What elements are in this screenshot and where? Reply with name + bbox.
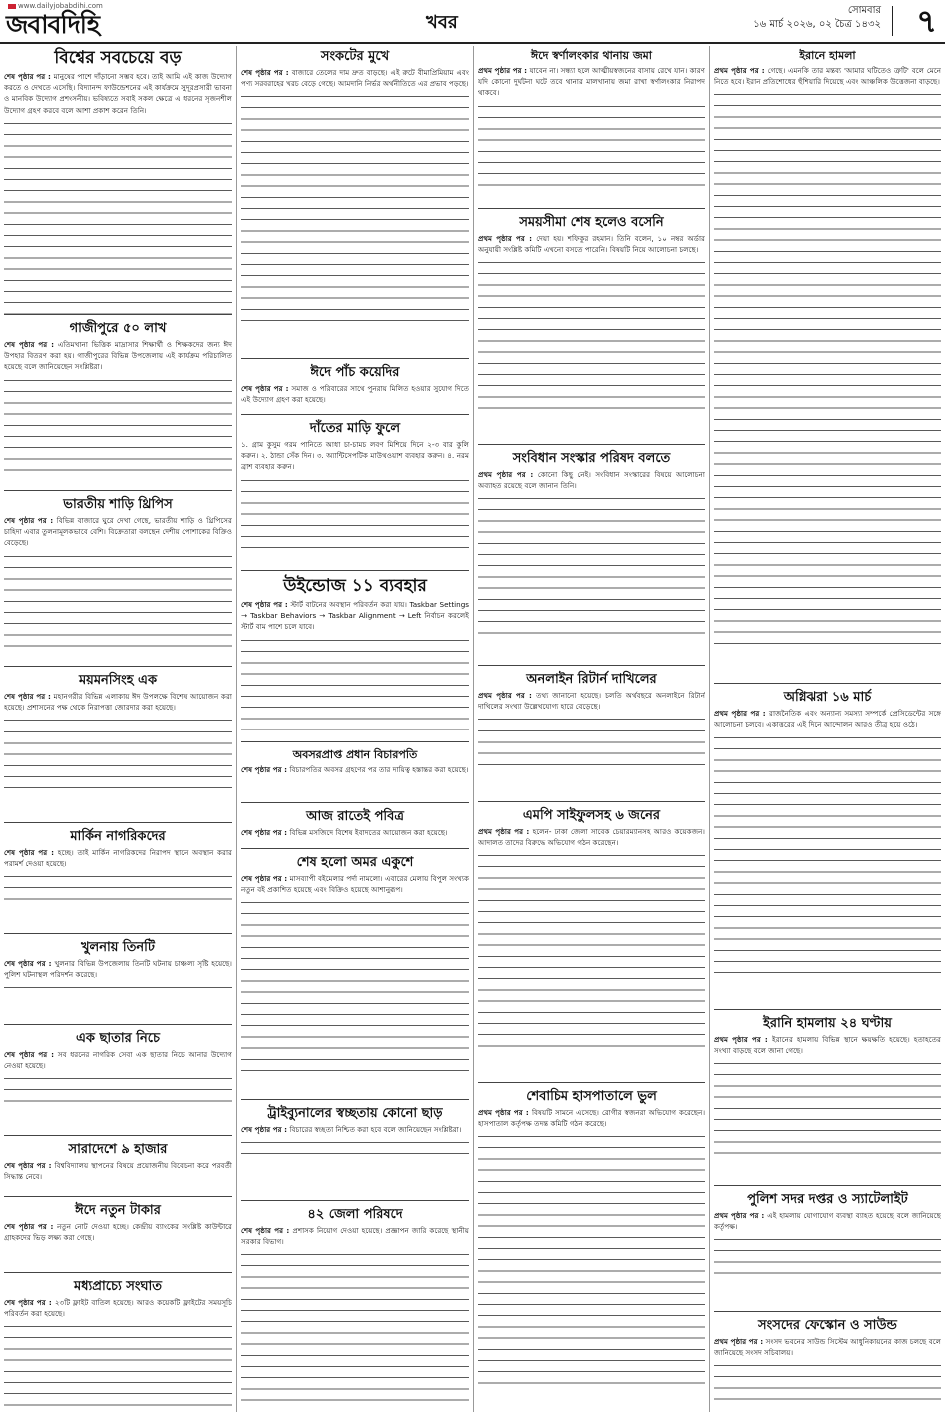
article-paragraph — [241, 827, 469, 838]
text-texture — [4, 551, 232, 651]
article-body — [4, 515, 232, 651]
article — [714, 687, 941, 1010]
column-1 — [4, 46, 232, 1412]
article-paragraph — [241, 383, 469, 405]
text-texture — [4, 871, 232, 906]
article — [478, 805, 705, 1083]
text-texture — [478, 493, 705, 638]
article-text: হলেন- ঢাকা জেলা সাবেক চেয়ারম্যানসহ আরও কয়েকজন। আদালত তাদের বিরুদ্ধে অভিযোগ গঠন করেছেন। — [478, 827, 705, 848]
article-body — [478, 233, 705, 417]
continuation-lead: শেষ পৃষ্ঠার পর : — [241, 384, 292, 393]
article-body — [478, 1107, 705, 1391]
article-text: মাসব্যাপী বইমেলার পর্দা নামলো। এবারের মেলায় বিপুল সংখ্যক নতুন বই প্রকাশিত হয়েছে এবং বিক্রিও হয়েছে আশানুরূপ। — [241, 874, 469, 895]
article-paragraph — [714, 1336, 941, 1358]
article-body — [241, 599, 469, 730]
article — [714, 1315, 941, 1412]
article-headline[interactable]: ইরানে হামলা — [799, 49, 856, 62]
article-headline[interactable]: মার্কিন নাগরিকদের — [70, 829, 166, 844]
continuation-lead: শেষ পৃষ্ঠার পর : — [4, 72, 54, 81]
continuation-lead: শেষ পৃষ্ঠার পর : — [4, 1222, 58, 1231]
continuation-lead: শেষ পৃষ্ঠার পর : — [4, 340, 58, 349]
article-text: প্রশাসক নিয়োগ দেওয়া হয়েছে। প্রজ্ঞাপন জারি করেছে স্থানীয় সরকার বিভাগ। — [241, 1226, 469, 1247]
text-texture — [241, 897, 469, 1072]
article-paragraph — [714, 708, 941, 730]
text-texture — [714, 1234, 941, 1284]
article — [714, 46, 941, 684]
text-texture — [478, 850, 705, 1055]
article-paragraph — [4, 1049, 232, 1071]
continuation-lead: শেষ পৃষ্ঠার পর : — [241, 874, 290, 883]
article-paragraph — [478, 826, 705, 848]
article — [241, 852, 469, 1100]
continuation-lead: শেষ পৃষ্ঠার পর : — [241, 68, 292, 77]
continuation-lead: শেষ পৃষ্ঠার পর : — [4, 1161, 55, 1170]
continuation-lead: প্রথম পৃষ্ঠার পর : — [478, 234, 537, 243]
text-texture — [478, 1131, 705, 1391]
article-body — [4, 1297, 232, 1412]
continuation-lead: প্রথম পৃষ্ঠার পর : — [478, 827, 533, 836]
article-headline[interactable]: অগ্নিঝরা ১৬ মার্চ — [783, 690, 872, 705]
article-headline[interactable]: ট্রাইব্যুনালের স্বচ্ছতায় কোনো ছাড় — [267, 1106, 443, 1121]
continuation-lead: শেষ পৃষ্ঠার পর : — [4, 848, 58, 857]
article-text: সমাজ ও পরিবারের সাথে পুনরায় মিলিত হওয়ার সুযোগ দিতে এই উদ্যোগ গ্রহণ করা হয়েছে। — [241, 384, 469, 405]
text-texture — [241, 475, 469, 555]
article-paragraph — [241, 599, 469, 633]
flag-icon — [8, 4, 16, 9]
text-texture — [714, 89, 941, 654]
article-body — [478, 65, 705, 191]
article — [4, 1200, 232, 1273]
article — [241, 418, 469, 571]
article-text: বিচারপতির অবসর গ্রহণের পর তার দায়িত্ব হস্তান্তর করা হয়েছে। — [289, 765, 469, 774]
article-text: এই হামলায় যোগাযোগ ব্যবস্থা ব্যাহত হয়েছে বলে জানিয়েছে কর্তৃপক্ষ। — [714, 1211, 941, 1232]
logo-tagline: www.dailyjobabdihi.com — [8, 2, 103, 10]
article-text: নতুন নোট দেওয়া হচ্ছে। কেন্দ্রীয় ব্যাংকের সংশ্লিষ্ট কাউন্টারে গ্রাহকদের ভিড় লক্ষ্য করা গেছে। — [4, 1222, 232, 1243]
article-paragraph — [241, 873, 469, 895]
article — [4, 1276, 232, 1412]
article-text: দেয়া হয়। শফিকুর রহমান। তিনি বলেন, ১০ নম্বর অর্ডার অনুযায়ী সংশ্লিষ্ট কমিটি এখনো বসতে পারেনি। বিষয়টি নিয়ে আলোচনা চলছে। — [478, 234, 705, 255]
column-4 — [714, 46, 941, 1412]
article-text: সংসদ ভবনের সাউন্ড সিস্টেম আধুনিকায়নের কাজ চলছে বলে জানিয়েছে সংসদ সচিবালয়। — [714, 1337, 941, 1358]
article-body — [4, 339, 232, 475]
article — [241, 745, 469, 803]
continuation-lead: শেষ পৃষ্ঠার পর : — [241, 1226, 293, 1235]
article-headline[interactable]: ভারতীয় শাড়ি থ্রিপিস — [63, 497, 173, 512]
article — [478, 212, 705, 445]
article — [4, 494, 232, 667]
article-paragraph — [4, 71, 232, 116]
text-texture — [478, 714, 705, 774]
article — [478, 448, 705, 666]
article-text: রাজনৈতিক এবং অন্যান্য সমস্যা সম্পর্কে প্রেসিডেন্টের সঙ্গে আলোচনা চলবে। একাত্তরের এই দিনে আন্দোলন আরও তীব্র হয়ে ওঠে। — [714, 709, 941, 730]
article-headline[interactable]: গাজীপুরে ৫০ লাখ — [69, 321, 167, 336]
column-3 — [478, 46, 705, 1412]
article-text: কোনো কিছু নেই। সংবিধান সংস্কারের বিষয়ে আলোচনা অব্যাহত রয়েছে বলে জানান তিনি। — [478, 470, 705, 491]
article-text: বাজারে তেলের দাম দ্রুত বাড়ছে। এই রুটে বীমাপ্রিমিয়াম এবং পণ্য সরবরাহের খরচ বেড়ে গেছে। আমদানি নির্ভর অর্থনীতিতে এর প্রভাব পড়ছে। — [241, 68, 469, 89]
text-texture — [241, 635, 469, 730]
article — [478, 669, 705, 802]
continuation-lead: শেষ পৃষ্ঠার পর : — [241, 600, 291, 609]
article-paragraph — [241, 67, 469, 89]
article-headline[interactable]: ময়মনসিংহ এক — [78, 673, 158, 688]
article-headline[interactable]: অবসরপ্রাপ্ত প্রধান বিচারপতি — [292, 748, 418, 761]
article — [4, 826, 232, 934]
continuation-lead: প্রথম পৃষ্ঠার পর : — [478, 1108, 532, 1117]
article-headline[interactable]: সারাদেশে ৯ হাজার — [68, 1142, 168, 1157]
section-title: খবর — [426, 12, 458, 33]
article — [4, 1139, 232, 1197]
article-headline[interactable]: মধ্যপ্রাচ্যে সংঘাত — [73, 1279, 163, 1294]
masthead — [0, 0, 945, 44]
article-headline[interactable]: খুলনায় তিনটি — [81, 940, 155, 955]
article-text: সব ধরনের নাগরিক সেবা এক ছাতার নিচে আনার উদ্যোগ নেওয়া হয়েছে। — [4, 1050, 232, 1071]
article-headline[interactable]: শেষ হলো অমর একুশে — [296, 855, 414, 870]
article-paragraph — [714, 1210, 941, 1232]
article-body — [4, 1221, 232, 1243]
article-headline[interactable]: সংবিধান সংস্কার পরিষদ বলতে — [512, 451, 671, 466]
text-texture — [241, 1137, 469, 1162]
article-body — [241, 439, 469, 555]
continuation-lead: শেষ পৃষ্ঠার পর : — [4, 692, 54, 701]
article-headline[interactable]: সময়সীমা শেষ হলেও বসেনি — [519, 215, 664, 230]
article-headline[interactable]: বিশ্বের সবচেয়ে বড় — [54, 48, 182, 68]
article — [4, 1028, 232, 1136]
continuation-lead: প্রথম পৃষ্ঠার পর : — [714, 66, 768, 75]
article-headline[interactable]: দাঁতের মাড়ি ফুলে — [309, 421, 401, 436]
article-paragraph — [241, 1225, 469, 1247]
article-body — [241, 383, 469, 405]
divider — [892, 6, 893, 36]
article-text: যাবেন না। সন্ধ্যা হলে আত্মীয়স্বজনের বাসায় রেখে যান। কারণ যদি কোনো দুর্ঘটনা ঘটে তবে থানার মালখানায় জমা রাখা স্বর্ণালংকার নিরাপদ থাকবে। — [478, 66, 705, 98]
continuation-lead: শেষ পৃষ্ঠার পর : — [4, 1050, 58, 1059]
article-headline[interactable]: এমপি সাইফুলসহ ৬ জনের — [522, 808, 661, 823]
article — [714, 1013, 941, 1186]
continuation-lead: শেষ পৃষ্ঠার পর : — [4, 959, 55, 968]
continuation-lead: শেষ পৃষ্ঠার পর : — [4, 1298, 55, 1307]
text-texture — [714, 1058, 941, 1158]
text-texture — [241, 91, 469, 331]
article-headline[interactable]: পুলিশ সদর দপ্তর ও স্যাটেলাইট — [747, 1192, 908, 1207]
article-paragraph — [4, 847, 232, 869]
article — [241, 806, 469, 849]
newspaper-logo[interactable] — [6, 2, 156, 40]
article-body — [241, 827, 469, 838]
continuation-lead: প্রথম পৃষ্ঠার পর : — [478, 470, 538, 479]
article-headline[interactable]: শেবাচিম হাসপাতালে ভুল — [526, 1089, 657, 1104]
article-headline[interactable]: এক ছাতার নিচে — [75, 1031, 161, 1046]
article-text: গেছে। এমনকি তার মন্তব্য 'আমার ঘটিতেও ত্রুটি' বলে মেনে নিতে হবে। ইরান প্রতিশোধের হুঁশিয়ারি দিয়েছে এবং আঞ্চলিক উত্তেজনা বাড়ছে। — [714, 66, 941, 87]
continuation-lead: শেষ পৃষ্ঠার পর : — [241, 1125, 290, 1134]
article-text: তথ্য জানানো হয়েছে। চলতি অর্থবছরে অনলাইনে রিটার্ন দাখিলের সংখ্যা উল্লেখযোগ্য হারে বেড়েছে। — [478, 691, 705, 712]
text-texture — [4, 375, 232, 475]
article-paragraph — [4, 1297, 232, 1319]
article-body — [714, 65, 941, 654]
logo-wordmark: জবাবদিহি — [6, 10, 100, 39]
continuation-lead: প্রথম পৃষ্ঠার পর : — [714, 1211, 768, 1220]
article — [4, 670, 232, 823]
dateline — [753, 4, 881, 32]
article-paragraph — [4, 691, 232, 713]
article — [4, 46, 232, 315]
article-paragraph — [478, 65, 705, 99]
page-number: ৭ — [916, 2, 937, 40]
article-paragraph — [241, 1124, 469, 1135]
article-paragraph — [4, 958, 232, 980]
text-texture — [478, 101, 705, 191]
column-2 — [241, 46, 469, 1412]
text-texture — [241, 1249, 469, 1409]
column-rule — [709, 46, 710, 1412]
article-body — [4, 958, 232, 997]
continuation-lead: প্রথম পৃষ্ঠার পর : — [478, 66, 530, 75]
continuation-lead: প্রথম পৃষ্ঠার পর : — [478, 691, 537, 700]
text-texture — [4, 1073, 232, 1108]
article-headline[interactable]: ৪২ জেলা পরিষদে — [307, 1207, 403, 1222]
article-body — [241, 1124, 469, 1162]
column-rule — [236, 46, 237, 1412]
article — [714, 1189, 941, 1312]
article-body — [714, 708, 941, 982]
article-body — [4, 1049, 232, 1108]
text-texture — [4, 1321, 232, 1412]
article-paragraph — [714, 65, 941, 87]
text-texture — [4, 715, 232, 795]
article-paragraph — [4, 1160, 232, 1182]
article-headline[interactable]: অনলাইন রিটার্ন দাখিলের — [526, 672, 657, 687]
continuation-lead: শেষ পৃষ্ঠার পর : — [4, 516, 57, 525]
article — [241, 1204, 469, 1412]
article-paragraph — [714, 1034, 941, 1056]
column-rule — [473, 46, 474, 1412]
article — [241, 1103, 469, 1201]
article-body — [714, 1034, 941, 1158]
article-text: বিভিন্ন বাজারে ঘুরে দেখা গেছে, ভারতীয় শাড়ি ও থ্রিপিসের চাহিদা এবার তুলনামূলকভাবে বেশি। বিক্রেতারা বলছেন দেশীয় পোশাকের বিক্রিও বেড়েছে। — [4, 516, 232, 548]
article-paragraph — [478, 1107, 705, 1129]
date-text: ১৬ মার্চ ২০২৬, ০২ চৈত্র ১৪৩২ — [753, 19, 881, 30]
continuation-lead: প্রথম পৃষ্ঠার পর : — [714, 1337, 766, 1346]
article-body — [4, 847, 232, 906]
article-body — [241, 873, 469, 1072]
article-headline[interactable]: সংকটের মুখে — [320, 49, 390, 64]
article-headline[interactable]: ঈদে নতুন টাকার — [75, 1203, 161, 1218]
text-texture — [478, 257, 705, 417]
article-text: ১. গ্রাম কুসুম গরম পানিতে আধা চা-চামচ লবণ মিশিয়ে দিনে ২-৩ বার কুলি করুন। ২. ঠান্ডা সেঁক দিন। ৩. অ্যান্টিসেপটিক মাউথওয়াশ ব্যবহার করুন। ৪. নরম ব্রাশ ব্যবহার করুন। — [241, 440, 469, 472]
article — [241, 46, 469, 359]
article — [4, 318, 232, 491]
article-headline[interactable]: উইন্ডোজ ১১ ব্যবহার — [283, 576, 427, 596]
article-paragraph — [478, 469, 705, 491]
article-headline[interactable]: আজ রাতেই পবিত্র — [306, 809, 404, 824]
continuation-lead: প্রথম পৃষ্ঠার পর : — [714, 1035, 772, 1044]
continuation-lead: প্রথম পৃষ্ঠার পর : — [714, 709, 770, 718]
article-text: বিভিন্ন মসজিদে বিশেষ ইবাদতের আয়োজন করা হয়েছে। — [289, 828, 448, 837]
article-body — [478, 826, 705, 1055]
weekday: সোমবার — [847, 5, 881, 16]
article-paragraph — [4, 1221, 232, 1243]
article-body — [241, 764, 469, 775]
text-texture — [4, 982, 232, 997]
article-body — [241, 1225, 469, 1409]
continuation-lead: শেষ পৃষ্ঠার পর : — [241, 828, 290, 837]
article-body — [478, 469, 705, 638]
article-text: বিশ্ববিদ্যালয় স্থাপনের বিষয়ে প্রয়োজনীয় বিবেচনা করে পরবর্তী সিদ্ধান্ত নেবে। — [4, 1161, 232, 1182]
article — [241, 574, 469, 742]
article-paragraph — [478, 233, 705, 255]
article-text: খুলনার বিভিন্ন উপজেলায় তিনটি ঘটনায় চাঞ্চল্য সৃষ্টি হয়েছে। পুলিশ ঘটনাস্থল পরিদর্শন করেছে। — [4, 959, 232, 980]
article-body — [241, 67, 469, 331]
article-paragraph — [4, 339, 232, 373]
article-body — [478, 690, 705, 774]
article-text: ২৩টি ফ্লাইট বাতিল হয়েছে। আরও কয়েকটি ফ্লাইটের সময়সূচি পরিবর্তন করা হয়েছে। — [4, 1298, 232, 1319]
article — [241, 362, 469, 415]
article-body — [714, 1210, 941, 1284]
article-body — [4, 691, 232, 795]
article-headline[interactable]: সংসদের ফেস্কোন ও সাউন্ড — [758, 1318, 897, 1333]
article-body — [714, 1336, 941, 1400]
article-body — [4, 71, 232, 314]
article-text: বিচারের স্বচ্ছতা নিশ্চিত করা হবে বলে জানিয়েছেন সংশ্লিষ্টরা। — [289, 1125, 462, 1134]
article-paragraph — [4, 515, 232, 549]
article-headline[interactable]: ইরানি হামলায় ২৪ ঘণ্টায় — [763, 1016, 892, 1031]
article — [478, 46, 705, 209]
article-body — [4, 1160, 232, 1182]
article — [4, 937, 232, 1025]
article-text: মহানগরীর বিভিন্ন এলাকায় ঈদ উপলক্ষে বিশেষ আয়োজন করা হয়েছে। প্রশাসনের পক্ষ থেকে নিরাপত্তা জোরদার করা হয়েছে। — [4, 692, 232, 713]
article-text: বিষয়টি সামনে এসেছে। রোগীর স্বজনরা অভিযোগ করেছেন। হাসপাতাল কর্তৃপক্ষ তদন্ত কমিটি গঠন করেছে। — [478, 1108, 705, 1129]
article-text: এতিমখানা ভিত্তিক মাদ্রাসার শিক্ষার্থী ও শিক্ষকদের জন্য ঈদ উপহার বিতরণ করা হয়। গাজীপুরের বিভিন্ন উপজেলায় এই কার্যক্রম পরিচালিত হয়েছে বলে জানিয়েছেন সংশ্লিষ্টরা। — [4, 340, 232, 372]
continuation-lead: শেষ পৃষ্ঠার পর : — [241, 765, 290, 774]
article-paragraph — [241, 439, 469, 473]
article-paragraph — [478, 690, 705, 712]
article-text: হচ্ছে। তাই মার্কিন নাগরিকদের নিরাপদ স্থানে অবস্থান করার পরামর্শ দেওয়া হয়েছে। — [4, 848, 232, 869]
text-texture — [714, 1360, 941, 1400]
article-text: মানুষের পাশে দাঁড়ানো সম্ভব হবে। তাই আমি এই কাজ উদ্যোগ করতে ও দেখতে এসেছি। বিদ্যানন্দ ফাউন্ডেশনের এই কার্যক্রমে সুদূরপ্রসারী ভাবনা ও মানবিক উদ্যোগ প্রশংসনীয়। ভবিষ্যতে সবাই সকল ক্ষেত্রে এ ধরনের সৃজনশীল উদ্যোগ গ্রহণ করবে বলে আশা প্রকাশ করেন তিনি। — [4, 72, 232, 115]
article-headline[interactable]: ঈদে পাঁচ কয়েদির — [310, 365, 400, 380]
article-headline[interactable]: ঈদে স্বর্ণালংকার থানায় জমা — [531, 49, 652, 62]
article — [478, 1086, 705, 1412]
article-text: স্টার্ট বাটনের অবস্থান পরিবর্তন করা যায়। Taskbar Settings → Taskbar Behaviors → Taskbar Alignment → Left নির্বাচন করলেই স্টার্ট বাম পাশে চলে যাবে। — [241, 600, 469, 632]
article-text: ইরানের হামলায় বিভিন্ন স্থানে ক্ষয়ক্ষতি হয়েছে। হতাহতের সংখ্যা বাড়ছে বলে জানা গেছে। — [714, 1035, 941, 1056]
article-paragraph — [241, 764, 469, 775]
text-texture — [4, 118, 232, 314]
text-texture — [714, 732, 941, 982]
